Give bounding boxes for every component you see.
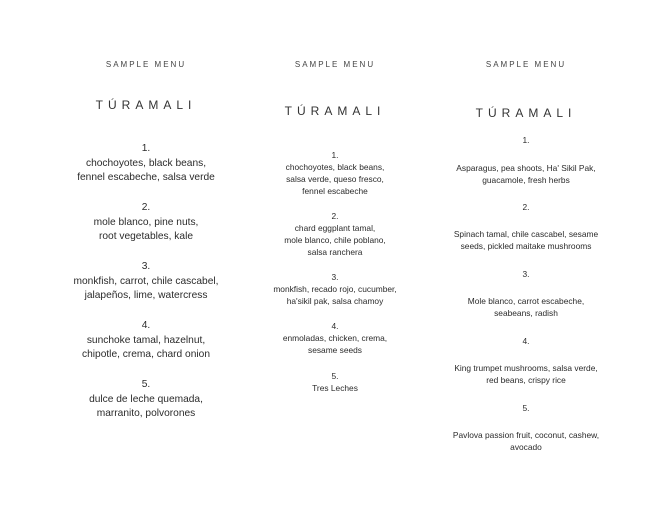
course-line: red beans, crispy rice <box>486 375 566 386</box>
course-1 <box>432 134 620 186</box>
course-4 <box>432 335 620 387</box>
course-line: ha'sikil pak, salsa chamoy <box>286 296 384 307</box>
course-line: mole blanco, chile poblano, <box>284 234 386 245</box>
course-line: monkfish, recado rojo, cucumber, <box>273 284 397 295</box>
course-list <box>58 142 234 437</box>
course-line: marranito, polvorones <box>96 408 196 419</box>
course-number: 4. <box>141 320 151 331</box>
course-line: jalapeños, lime, watercress <box>84 290 208 301</box>
course-number: 4. <box>522 335 530 346</box>
course-number: 4. <box>331 321 339 332</box>
course-line: mole blanco, pine nuts, <box>93 216 199 228</box>
course-line: Mole blanco, carrot escabeche, <box>467 296 585 307</box>
course-line: dulce de leche quemada, <box>89 393 203 405</box>
course-line: Pavlova passion fruit, coconut, cashew, <box>452 430 600 441</box>
course-number: 5. <box>141 379 151 390</box>
course-list <box>432 134 620 468</box>
course-line: avocado <box>510 442 542 453</box>
course-1 <box>58 142 234 186</box>
course-number: 2. <box>331 211 339 222</box>
restaurant-name: TÚRAMALI <box>284 104 386 118</box>
menu-label: SAMPLE MENU <box>105 60 187 69</box>
course-number: 3. <box>141 261 151 272</box>
course-number: 5. <box>331 370 339 381</box>
course-line: chard eggplant tamal, <box>294 223 376 234</box>
course-line: seeds, pickled maitake mushrooms <box>460 241 592 252</box>
course-number: 1. <box>522 135 530 145</box>
menu-label: SAMPLE MENU <box>485 60 567 69</box>
course-3 <box>255 272 415 308</box>
course-4 <box>58 319 234 363</box>
course-list <box>255 150 415 408</box>
course-line: seabeans, radish <box>494 308 558 319</box>
course-5 <box>255 371 415 395</box>
course-number: 1. <box>141 143 151 154</box>
course-2 <box>432 201 620 253</box>
course-number: 1. <box>331 150 339 160</box>
course-5 <box>58 378 234 422</box>
course-line: Asparagus, pea shoots, Ha' Sikil Pak, <box>456 162 596 173</box>
course-2 <box>58 201 234 245</box>
course-2 <box>255 211 415 259</box>
course-line: monkfish, carrot, chile cascabel, <box>73 275 219 287</box>
course-1 <box>255 150 415 198</box>
course-line: sesame seeds <box>308 345 362 356</box>
course-line: chochoyotes, black beans, <box>285 161 385 172</box>
restaurant-name: TÚRAMALI <box>95 98 197 112</box>
course-line: fennel escabeche, salsa verde <box>77 172 215 183</box>
course-line: fennel escabeche <box>302 185 368 196</box>
course-4 <box>255 321 415 357</box>
course-3 <box>58 260 234 304</box>
course-line: chochoyotes, black beans, <box>85 157 207 169</box>
course-line: Spinach tamal, chile cascabel, sesame <box>453 229 599 240</box>
menu-label: SAMPLE MENU <box>294 60 376 69</box>
course-line: chipotle, crema, chard onion <box>82 349 210 360</box>
course-3 <box>432 268 620 320</box>
course-line: Tres Leches <box>312 382 358 393</box>
course-line: enmoladas, chicken, crema, <box>282 333 388 344</box>
course-5 <box>432 402 620 454</box>
course-line: sunchoke tamal, hazelnut, <box>86 334 206 346</box>
course-number: 3. <box>522 268 530 279</box>
course-number: 3. <box>331 272 339 283</box>
course-line: salsa ranchera <box>307 246 363 257</box>
course-number: 5. <box>522 402 530 413</box>
course-line: salsa verde, queso fresco, <box>286 173 384 184</box>
course-line: guacamole, fresh herbs <box>482 174 570 185</box>
restaurant-name: TÚRAMALI <box>475 106 577 120</box>
course-line: King trumpet mushrooms, salsa verde, <box>454 363 598 374</box>
course-number: 2. <box>522 201 530 212</box>
course-line: root vegetables, kale <box>98 231 193 242</box>
course-number: 2. <box>141 202 151 213</box>
